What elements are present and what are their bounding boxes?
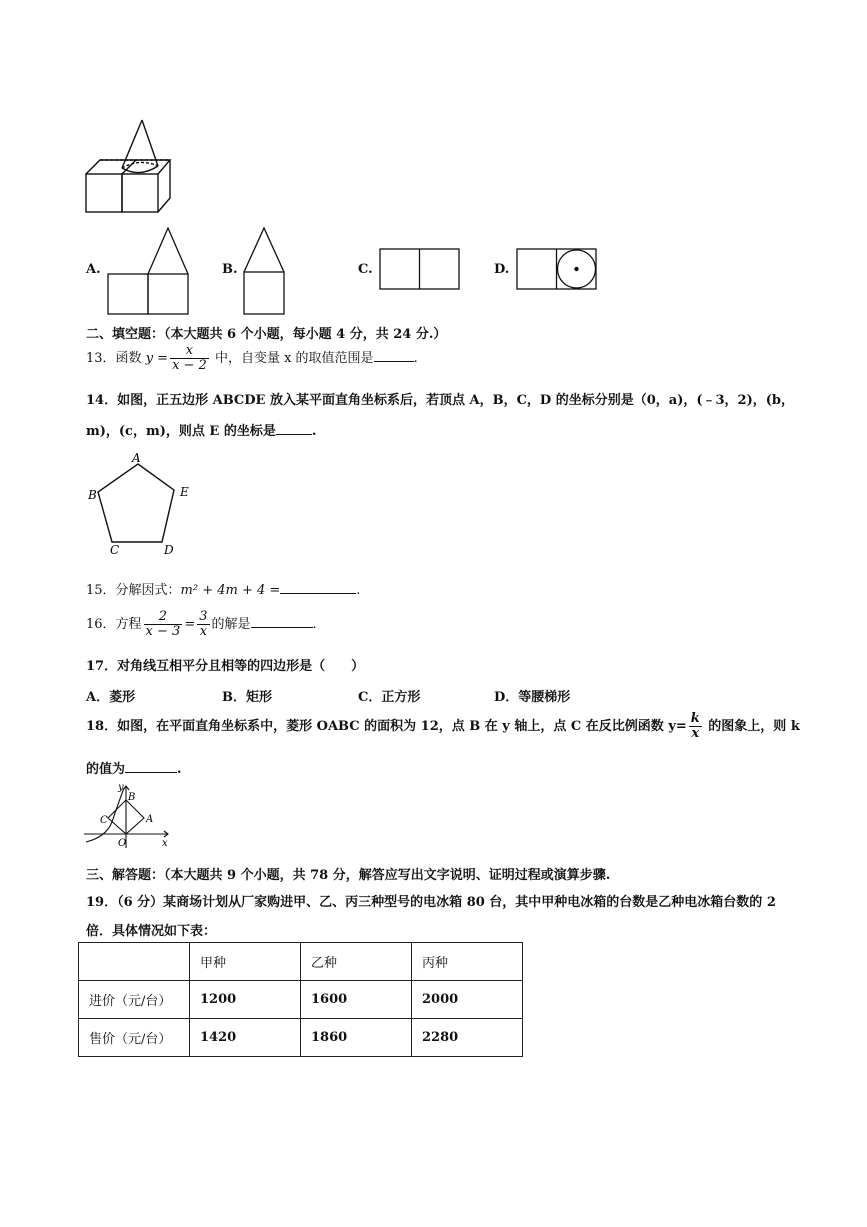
table-row-label: 进价（元/台）: [79, 981, 190, 1019]
q14-end: .: [311, 424, 317, 439]
q18-label-y: y: [118, 782, 124, 793]
q12-option-d-label[interactable]: D.: [494, 262, 510, 277]
q14-label-a: A: [132, 451, 141, 465]
question-16: [86, 610, 317, 639]
q16-numerator-left: 2: [158, 609, 168, 624]
section-3-heading: 三、解答题：（本大题共 9 个小题，共 78 分，解答应写出文字说明、证明过程或演算步骤.: [86, 868, 611, 883]
q13-prefix: 13．函数: [86, 351, 146, 366]
q16-denominator-left: x − 3: [145, 624, 181, 639]
q18-line-2-text: 的值为: [86, 762, 126, 777]
q18-label-x: x: [162, 838, 168, 849]
table-cell: 1420: [190, 1019, 301, 1057]
q16-prefix: 16．方程: [86, 617, 142, 632]
q18-line-2: [86, 758, 182, 777]
q12-option-a-figure[interactable]: [106, 226, 192, 316]
q16-end: .: [312, 617, 317, 632]
q13-suffix: 中，自变量 x 的取值范围是: [210, 351, 374, 366]
q14-label-d: D: [164, 543, 174, 557]
q16-fraction-left: [144, 610, 183, 639]
q14-pentagon-figure: [84, 450, 198, 560]
q14-label-b: B: [88, 488, 97, 502]
table-header-row: [79, 943, 523, 981]
table-cell: 1600: [301, 981, 412, 1019]
question-13: [86, 344, 418, 373]
q17-option-a[interactable]: A．菱形: [86, 690, 136, 705]
q18-numerator: k: [690, 711, 700, 726]
q18-end: .: [177, 762, 182, 777]
q16-numerator-right: 3: [199, 609, 208, 624]
q16-denominator-right: x: [197, 624, 209, 639]
q12-option-c-figure[interactable]: [379, 248, 461, 292]
table-row-label: 售价（元/台）: [79, 1019, 190, 1057]
q19-price-table: [78, 942, 523, 1057]
q17-stem: 17．对角线互相平分且相等的四边形是（ ）: [86, 659, 365, 674]
q13-answer-blank[interactable]: [374, 349, 414, 362]
q16-equals: =: [184, 617, 196, 632]
q14-line-1: 14．如图，正五边形 ABCDE 放入某平面直角坐标系后，若顶点 A，B，C，D 的坐标分别是（0，a)，(﹣3，2)，(b，: [86, 393, 794, 408]
q16-suffix: 的解是: [211, 617, 251, 632]
q13-numerator: x: [185, 343, 194, 358]
q18-label-o: O: [118, 838, 127, 849]
table-header-cell: 乙种: [301, 943, 412, 981]
q18-label-c: C: [100, 815, 108, 826]
q14-line-2: [86, 420, 316, 439]
table-row: [79, 1019, 523, 1057]
q18-line-1: [86, 712, 800, 741]
table-row: [79, 981, 523, 1019]
q19-line-1: 19．（6 分）某商场计划从厂家购进甲、乙、丙三种型号的电冰箱 80 台，其中甲种电冰箱的台数是乙种电冰箱台数的 2: [86, 895, 776, 910]
q12-option-b-figure[interactable]: [240, 226, 288, 316]
table-header-cell: 甲种: [190, 943, 301, 981]
table-header-cell: 丙种: [412, 943, 523, 981]
table-cell: 2000: [412, 981, 523, 1019]
q17-option-c[interactable]: C．正方形: [358, 690, 421, 705]
q12-option-a-label[interactable]: A.: [86, 262, 101, 277]
q12-option-b-label[interactable]: B.: [222, 262, 238, 277]
q18-suffix: 的图象上，则 k: [703, 719, 800, 734]
question-15: [86, 579, 360, 598]
section-2-heading: 二、填空题：（本大题共 6 个小题，每小题 4 分，共 24 分.）: [86, 327, 447, 342]
q17-option-d[interactable]: D．等腰梯形: [494, 690, 571, 705]
q18-label-a: A: [146, 814, 154, 825]
q15-prefix: 15．分解因式：: [86, 583, 181, 598]
q15-answer-blank[interactable]: [280, 581, 356, 594]
q18-fraction: [689, 712, 702, 741]
q12-option-c-label[interactable]: C.: [358, 262, 373, 277]
table-header-cell: [79, 943, 190, 981]
table-cell: 1860: [301, 1019, 412, 1057]
q13-lhs: y =: [145, 351, 169, 366]
q18-answer-blank[interactable]: [125, 760, 177, 773]
table-cell: 2280: [412, 1019, 523, 1057]
q17-option-b[interactable]: B．矩形: [222, 690, 272, 705]
q15-end: .: [356, 583, 361, 598]
q19-line-2: 倍．具体情况如下表：: [86, 924, 217, 939]
q14-label-e: E: [180, 485, 189, 499]
q13-denominator: x − 2: [172, 358, 207, 373]
table-cell: 1200: [190, 981, 301, 1019]
q16-answer-blank[interactable]: [251, 615, 313, 628]
q14-line-2-text: m)，(c，m)，则点 E 的坐标是: [86, 424, 276, 439]
q18-graph-figure: [82, 782, 174, 850]
q12-option-d-figure[interactable]: [516, 248, 598, 292]
q18-label-b: B: [128, 792, 136, 803]
q14-answer-blank[interactable]: [276, 422, 312, 435]
q16-fraction-right: [197, 610, 209, 639]
q13-fraction: [170, 344, 209, 373]
q13-end: .: [413, 351, 418, 366]
q14-label-c: C: [110, 543, 120, 557]
q18-prefix: 18．如图，在平面直角坐标系中，菱形 OABC 的面积为 12，点 B 在 y 轴上，点 C 在反比例函数 y=: [86, 719, 687, 734]
q18-denominator: x: [689, 726, 702, 741]
q15-expression: m² + 4m + 4 =: [180, 583, 281, 598]
q12-solid-figure: [82, 118, 182, 218]
